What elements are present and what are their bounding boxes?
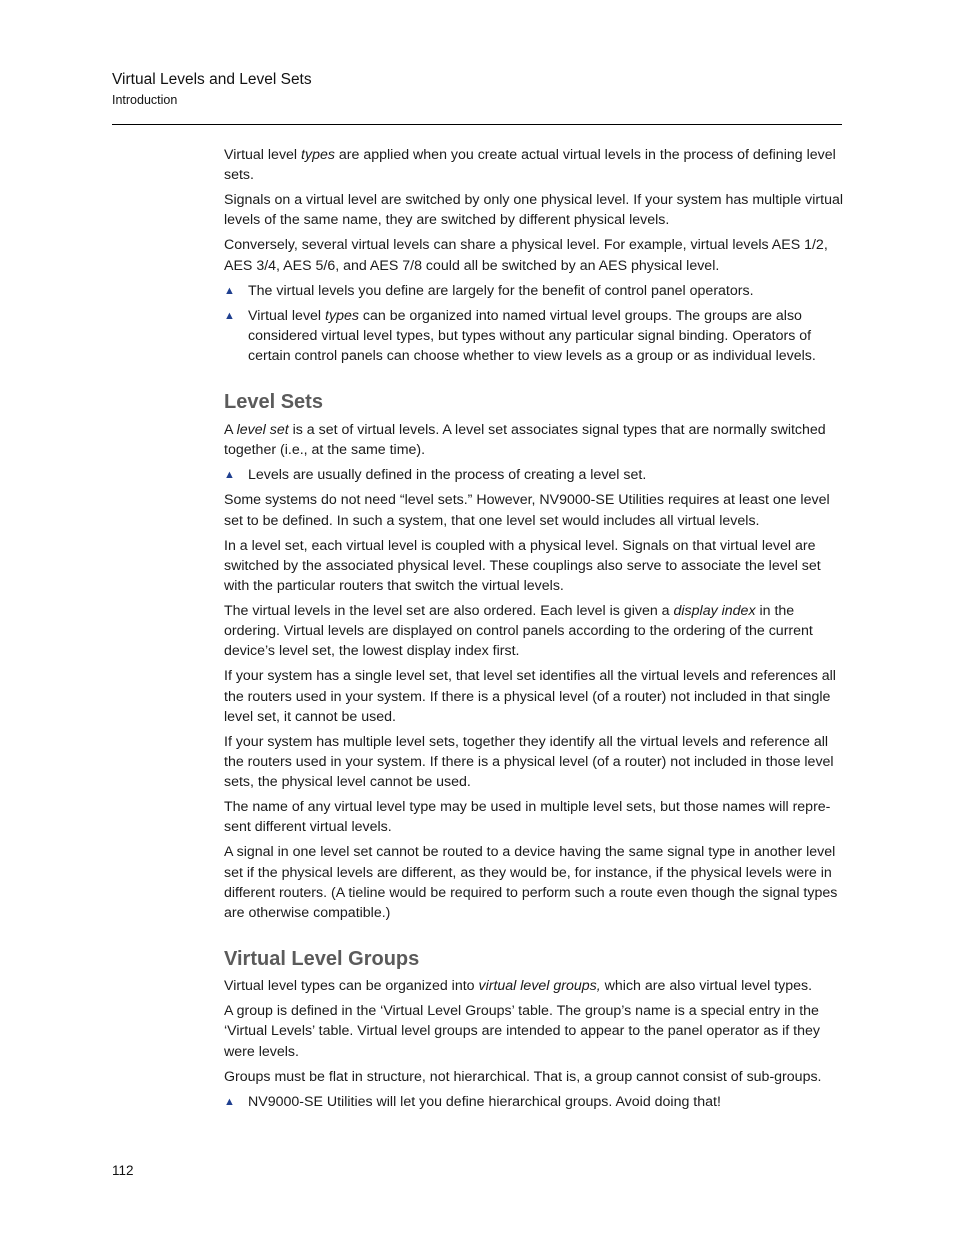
header-rule: [112, 124, 842, 125]
running-header: [112, 70, 842, 109]
section-title: Introduction: [112, 93, 178, 107]
bullet-item: ▲ NV9000-SE Utilities will let you define hierarchical groups. Avoid doing that!: [224, 1093, 721, 1110]
paragraph: Conversely, several virtual levels can share a physical level. For example, virtual levels AES 1/2, AES 3/4, AES 5/6, and AES 7/8 could all be switched by an AES physical level.: [224, 237, 828, 274]
emphasis: display index: [673, 603, 756, 620]
paragraph: Some systems do not need “level sets.” However, NV9000-SE Utilities requires at least one level set to be defined. In such a system, that one level set would includes all virtual levels.: [224, 492, 830, 529]
paragraph: In a level set, each virtual level is coupled with a physical level. Signals on that virtual level are switched by the associated physical level. These couplings also serve to associate the level set with the particular routers that switch the virtual levels.: [224, 537, 821, 595]
emphasis: types: [301, 147, 335, 163]
paragraph: Signals on a virtual level are switched by only one physical level. If your system has multiple virtual levels of the same name, they are switched by different physical levels.: [224, 192, 844, 229]
paragraph: If your system has a single level set, that level set identifies all the virtual levels and references all the routers used in your system. If there is a physical level (of a router) not included in that single level set, it cannot be used.: [224, 668, 836, 725]
bullet-item: ▲ Levels are usually defined in the process of creating a level set.: [224, 467, 647, 484]
triangle-up-icon: ▲: [224, 309, 235, 322]
emphasis: types: [325, 307, 359, 324]
bullet-item: ▲ Virtual level types can be organized into named virtual level groups. The groups are also considered virtual level types, but types without any particular signal binding. Operators of certain control panels can choose whether to view levels as a group or as individual levels.: [224, 307, 816, 365]
heading-level-sets: Level Sets: [224, 391, 323, 414]
chapter-title: Virtual Levels and Level Sets: [112, 71, 312, 88]
paragraph: Virtual level types can be organized into virtual level groups, which are also virtual level types.: [224, 978, 813, 995]
body-content: [224, 145, 844, 1117]
paragraph: Groups must be flat in structure, not hierarchical. That is, a group cannot consist of sub-groups.: [224, 1068, 822, 1085]
paragraph: The name of any virtual level type may be used in multiple level sets, but those names will repre-sent different virtual levels.: [224, 799, 831, 836]
triangle-up-icon: ▲: [224, 1095, 235, 1108]
triangle-up-icon: ▲: [224, 469, 235, 482]
bullet-item: ▲ The virtual levels you define are largely for the benefit of control panel operators.: [224, 282, 754, 299]
paragraph: A level set is a set of virtual levels. A level set associates signal types that are normally switched together (i.e., at the same time).: [224, 422, 826, 459]
paragraph: The virtual levels in the level set are also ordered. Each level is given a display index in the ordering. Virtual levels are displayed on control panels according to the ordering of the current device’s level set, the lowest display index first.: [224, 603, 813, 660]
heading-virtual-level-groups: Virtual Level Groups: [224, 948, 420, 971]
paragraph: A signal in one level set cannot be routed to a device having the same signal type in another level set if the physical levels are different, as they would be, for instance, if the physical levels were in different routers. (A tieline would be required to perform such a route even though the signal types are otherwise compatible.): [224, 844, 838, 922]
paragraph: Virtual level types are applied when you create actual virtual levels in the process of defining level sets.: [224, 147, 836, 184]
paragraph: A group is defined in the ‘Virtual Level Groups’ table. The group’s name is a special entry in the ‘Virtual Levels’ table. Virtual level groups are intended to appear to the panel operator as if they were levels.: [224, 1003, 820, 1060]
emphasis: level set: [236, 422, 289, 439]
emphasis: virtual level groups,: [478, 978, 601, 995]
paragraph: If your system has multiple level sets, together they identify all the virtual levels and reference all the routers used in your system. If there is a physical level (of a router) not included in those level sets, the physical level cannot be used.: [224, 733, 834, 791]
page-number: 112: [112, 1163, 134, 1178]
triangle-up-icon: ▲: [224, 284, 235, 297]
